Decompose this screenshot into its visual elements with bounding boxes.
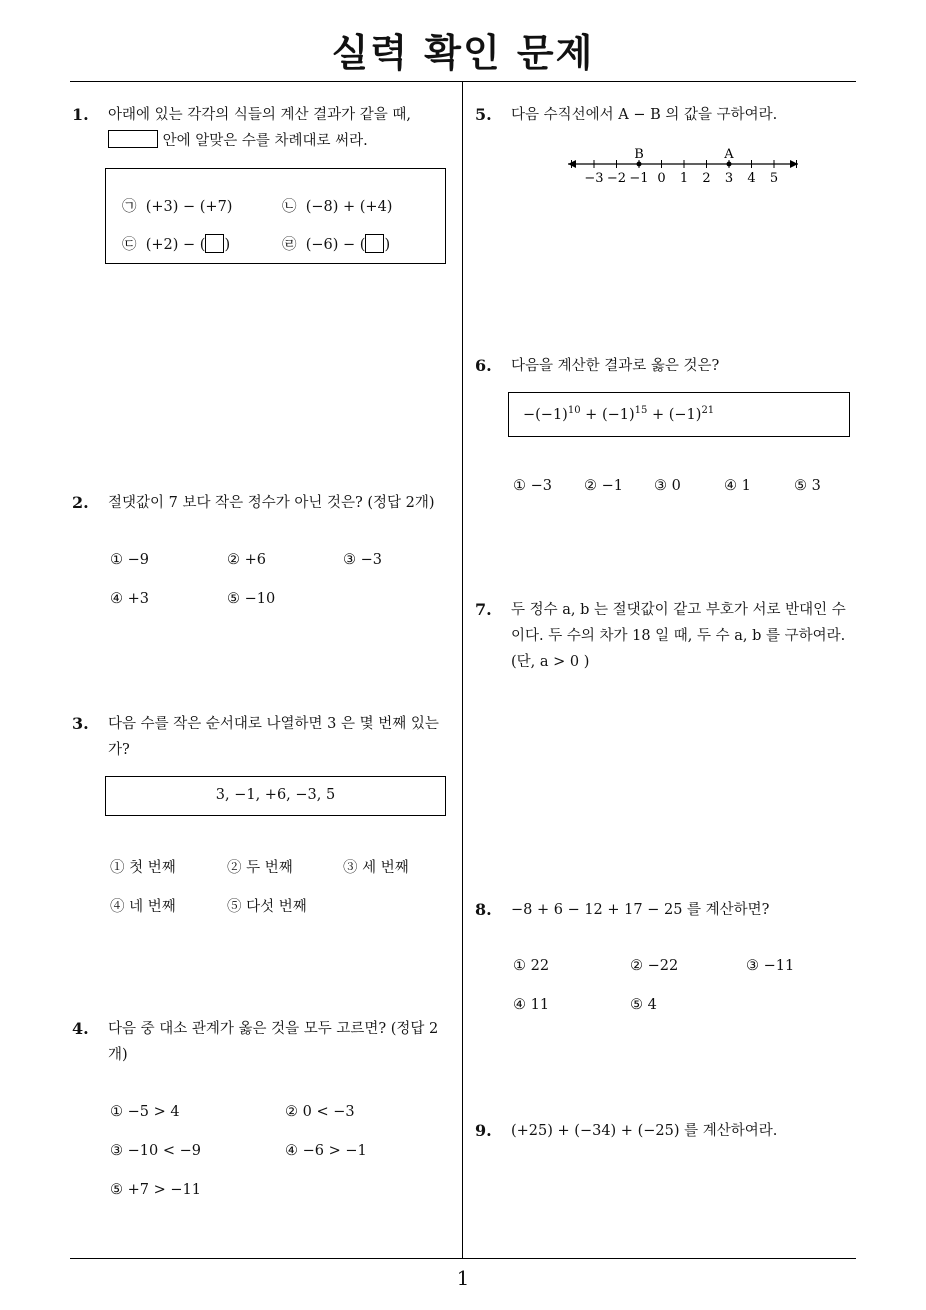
- number-line: [560, 140, 810, 190]
- tick-label: −2: [606, 171, 627, 186]
- option-2[interactable]: ② −1: [584, 478, 623, 494]
- tick-label: 0: [657, 171, 666, 186]
- bottom-rule: [70, 1258, 856, 1259]
- question-number: 4.: [72, 1019, 89, 1038]
- option-5[interactable]: ⑤ −10: [227, 591, 276, 607]
- expression-item: ㉠ (+3) − (+7): [122, 199, 233, 215]
- option-2[interactable]: ② 두 번째: [227, 860, 293, 876]
- point-B-dot: [637, 162, 642, 167]
- question-number: 5.: [475, 105, 492, 124]
- top-rule: [70, 81, 856, 82]
- question-2: [72, 490, 458, 520]
- tick-label: 1: [679, 171, 689, 186]
- option-1[interactable]: ① 첫 번째: [110, 860, 176, 876]
- answer-square: [205, 234, 224, 253]
- question-8: [475, 897, 861, 927]
- option-2[interactable]: ② +6: [227, 552, 266, 568]
- option-4[interactable]: ④ 11: [513, 997, 550, 1013]
- page-title: 실력 확인 문제: [331, 31, 595, 75]
- option-5[interactable]: ⑤ 4: [630, 997, 657, 1013]
- question-number: 6.: [475, 356, 492, 375]
- expression-box: [105, 168, 446, 264]
- tick-label: 4: [747, 171, 756, 186]
- number-list-box: [105, 776, 446, 816]
- expression-item: ㉢ (+2) − ( ): [122, 233, 230, 254]
- question-number: 9.: [475, 1121, 492, 1140]
- question-number: 8.: [475, 900, 492, 919]
- question-line: 두 정수 a, b 는 절댓값이 같고 부호가 서로 반대인 수: [511, 602, 846, 618]
- tick-label: −1: [629, 171, 649, 186]
- tick-label: 3: [724, 171, 734, 186]
- option-1[interactable]: ① −3: [513, 478, 552, 494]
- question-number: 3.: [72, 714, 89, 733]
- answer-blank-box: [108, 130, 158, 148]
- option-4[interactable]: ④ 1: [724, 478, 751, 494]
- question-line: 이다. 두 수의 차가 18 일 때, 두 수 a, b 를 구하여라.: [511, 628, 846, 644]
- option-4[interactable]: ④ +3: [110, 591, 149, 607]
- question-line: (단, a > 0 ): [511, 654, 590, 670]
- expression-item: ㉣ (−6) − ( ): [282, 233, 390, 254]
- power-expression: $-(-1)^{10} + (-1)^{15} + (-1)^{21}$: [523, 405, 715, 423]
- question-text: [511, 597, 846, 675]
- option-3[interactable]: ③ 0: [654, 478, 681, 494]
- option-5[interactable]: ⑤ +7 > −11: [110, 1182, 201, 1198]
- point-B-label: B: [634, 147, 644, 162]
- question-text: [108, 711, 439, 763]
- question-text: (+25) + (−34) + (−25) 를 계산하여라.: [511, 1123, 778, 1139]
- answer-square: [365, 234, 384, 253]
- question-line-suffix: 안에 알맞은 수를 차례대로 써라.: [162, 133, 368, 149]
- option-5[interactable]: ⑤ 3: [794, 478, 821, 494]
- point-A-dot: [727, 162, 732, 167]
- question-line: 아래에 있는 각각의 식들의 계산 결과가 같을 때,: [108, 107, 412, 123]
- question-4: [72, 1016, 458, 1076]
- option-2[interactable]: ② −22: [630, 958, 679, 974]
- question-text: [108, 102, 411, 154]
- question-6: [475, 353, 861, 383]
- tick-label: −3: [584, 171, 604, 186]
- option-5[interactable]: ⑤ 다섯 번째: [227, 899, 307, 915]
- option-2[interactable]: ② 0 < −3: [285, 1104, 355, 1120]
- question-line: [108, 128, 411, 154]
- expression-box: [508, 392, 850, 437]
- page-number: 1: [456, 1266, 470, 1290]
- option-1[interactable]: ① −5 > 4: [110, 1104, 180, 1120]
- question-5: [475, 102, 861, 132]
- question-text: 다음 수직선에서 A − B 의 값을 구하여라.: [511, 107, 778, 123]
- question-9: [475, 1118, 861, 1148]
- question-line: 가?: [108, 742, 130, 758]
- option-4[interactable]: ④ 네 번째: [110, 899, 176, 915]
- question-7: [475, 597, 865, 682]
- question-line: 다음 수를 작은 순서대로 나열하면 3 은 몇 번째 있는: [108, 716, 439, 732]
- expression-item: ㉡ (−8) + (+4): [282, 199, 393, 215]
- option-3[interactable]: ③ 세 번째: [343, 860, 409, 876]
- option-3[interactable]: ③ −11: [746, 958, 795, 974]
- question-number: 1.: [72, 105, 89, 124]
- option-4[interactable]: ④ −6 > −1: [285, 1143, 367, 1159]
- option-1[interactable]: ① 22: [513, 958, 550, 974]
- number-list: 3, −1, +6, −3, 5: [215, 787, 336, 803]
- option-1[interactable]: ① −9: [110, 552, 149, 568]
- question-number: 2.: [72, 493, 89, 512]
- question-text: 절댓값이 7 보다 작은 정수가 아닌 것은? (정답 2개): [108, 495, 435, 511]
- tick-label: 5: [769, 171, 779, 186]
- tick-label: 2: [702, 171, 711, 186]
- column-divider: [462, 82, 463, 1258]
- question-line: 개): [108, 1047, 128, 1063]
- question-3: [72, 711, 458, 771]
- question-text: 다음을 계산한 결과로 옳은 것은?: [511, 358, 720, 374]
- option-3[interactable]: ③ −10 < −9: [110, 1143, 201, 1159]
- option-3[interactable]: ③ −3: [343, 552, 382, 568]
- question-line: 다음 중 대소 관계가 옳은 것을 모두 고르면? (정답 2: [108, 1021, 439, 1037]
- question-number: 7.: [475, 600, 492, 619]
- question-text: [108, 1016, 438, 1068]
- question-text: −8 + 6 − 12 + 17 − 25 를 계산하면?: [511, 902, 770, 918]
- point-A-label: A: [724, 147, 734, 162]
